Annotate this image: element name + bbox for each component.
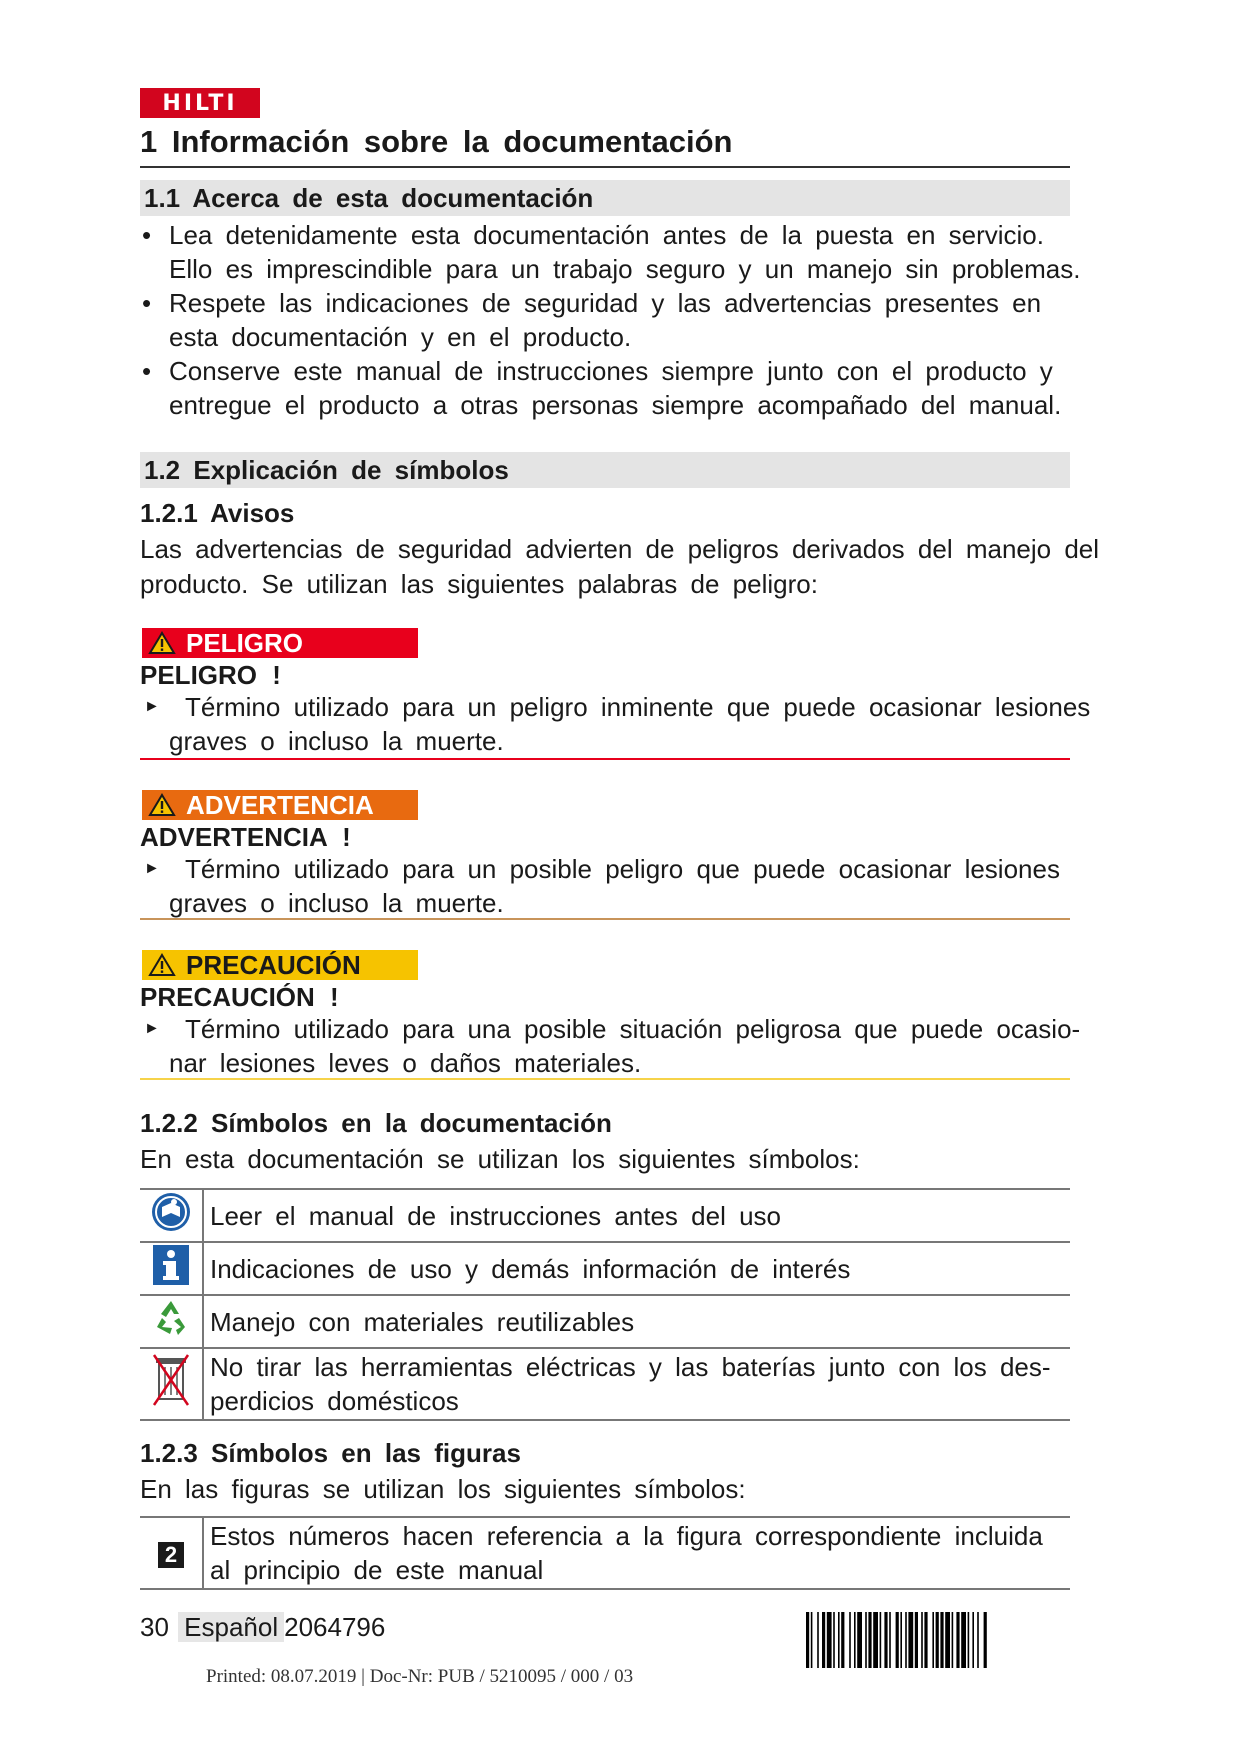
bullet-list	[140, 218, 1150, 422]
precaucion-divider	[140, 1078, 1070, 1080]
arrow-icon: ►	[144, 1020, 160, 1037]
symbol-description: Leer el manual de instrucciones antes del uso	[203, 1189, 1070, 1242]
symbol-description: Estos números hacen referencia a la figura correspondiente incluida al principio de este manual	[203, 1517, 1070, 1589]
section-1-2-title: 1.2 Explicación de símbolos	[140, 452, 1070, 488]
warning-triangle-icon	[148, 953, 176, 977]
section-1-1-title: 1.1 Acerca de esta documentación	[140, 180, 1070, 216]
arrow-icon: ►	[144, 698, 160, 715]
doc-code: 2064796	[284, 1612, 386, 1642]
list-item: • Lea detenidamente esta documentación antes de la puesta en servicio. Ello es imprescindible para un trabajo seguro y un manejo sin problemas.	[140, 218, 1150, 286]
advertencia-title: ADVERTENCIA !	[140, 822, 351, 852]
arrow-icon: ►	[144, 860, 160, 877]
section-1-2-1-title: 1.2.1 Avisos	[140, 498, 295, 528]
crossed-bin-icon	[151, 1351, 191, 1411]
warning-triangle-icon	[148, 793, 176, 817]
printed-info: Printed: 08.07.2019 | Doc-Nr: PUB / 5210095 / 000 / 03	[206, 1666, 634, 1687]
table-row	[140, 1348, 1070, 1420]
precaucion-title: PRECAUCIÓN !	[140, 982, 339, 1012]
barcode	[806, 1612, 1070, 1668]
list-item: • Respete las indicaciones de seguridad y las advertencias presentes en esta documentación y en el producto.	[140, 286, 1150, 354]
avisos-intro: Las advertencias de seguridad advierten de peligros derivados del manejo del producto. Se utilizan las siguientes palabras de peligro:	[140, 534, 1100, 599]
chapter-title: 1 Información sobre la documentación	[140, 124, 1070, 168]
read-manual-icon	[150, 1191, 192, 1233]
peligro-label: PELIGRO	[142, 628, 418, 658]
advertencia-text: ► Término utilizado para un posible peligro que puede ocasionar lesiones graves o incluso la muerte.	[144, 854, 1060, 918]
table-row	[140, 1189, 1070, 1242]
table-row	[140, 1295, 1070, 1348]
precaucion-text: ► Término utilizado para una posible situación peligrosa que puede ocasio- nar lesiones leves o daños materiales.	[144, 1014, 1081, 1078]
peligro-text: ► Término utilizado para un peligro inminente que puede ocasionar lesiones graves o incluso la muerte.	[144, 692, 1091, 756]
section-1-2-3-title: 1.2.3 Símbolos en las figuras	[140, 1438, 521, 1468]
recycle-icon	[150, 1297, 192, 1339]
symbol-description: Manejo con materiales reutilizables	[203, 1295, 1070, 1348]
table-row	[140, 1242, 1070, 1295]
advertencia-label: ADVERTENCIA	[142, 790, 418, 820]
precaucion-label: PRECAUCIÓN	[142, 950, 418, 980]
figure-symbols-table	[140, 1516, 1070, 1590]
hilti-logo: HILTI	[140, 88, 260, 118]
symbol-description: Indicaciones de uso y demás información de interés	[203, 1242, 1070, 1295]
info-icon	[152, 1244, 190, 1286]
table-row	[140, 1517, 1070, 1589]
language-label: Español	[178, 1612, 284, 1642]
figure-number-icon: 2	[158, 1542, 184, 1568]
symbols-doc-intro: En esta documentación se utilizan los siguientes símbolos:	[140, 1144, 860, 1174]
page-footer	[140, 1612, 385, 1643]
peligro-divider	[140, 758, 1070, 760]
page-number: 30	[140, 1612, 169, 1642]
symbols-figures-intro: En las figuras se utilizan los siguientes símbolos:	[140, 1474, 746, 1504]
symbol-description: No tirar las herramientas eléctricas y las baterías junto con los des- perdicios domésticos	[203, 1348, 1070, 1420]
warning-triangle-icon	[148, 631, 176, 655]
section-1-2-2-title: 1.2.2 Símbolos en la documentación	[140, 1108, 612, 1138]
advertencia-divider	[140, 918, 1070, 920]
peligro-title: PELIGRO !	[140, 660, 281, 690]
symbols-table	[140, 1188, 1070, 1421]
list-item: • Conserve este manual de instrucciones siempre junto con el producto y entregue el producto a otras personas siempre acompañado del manual.	[140, 354, 1150, 422]
